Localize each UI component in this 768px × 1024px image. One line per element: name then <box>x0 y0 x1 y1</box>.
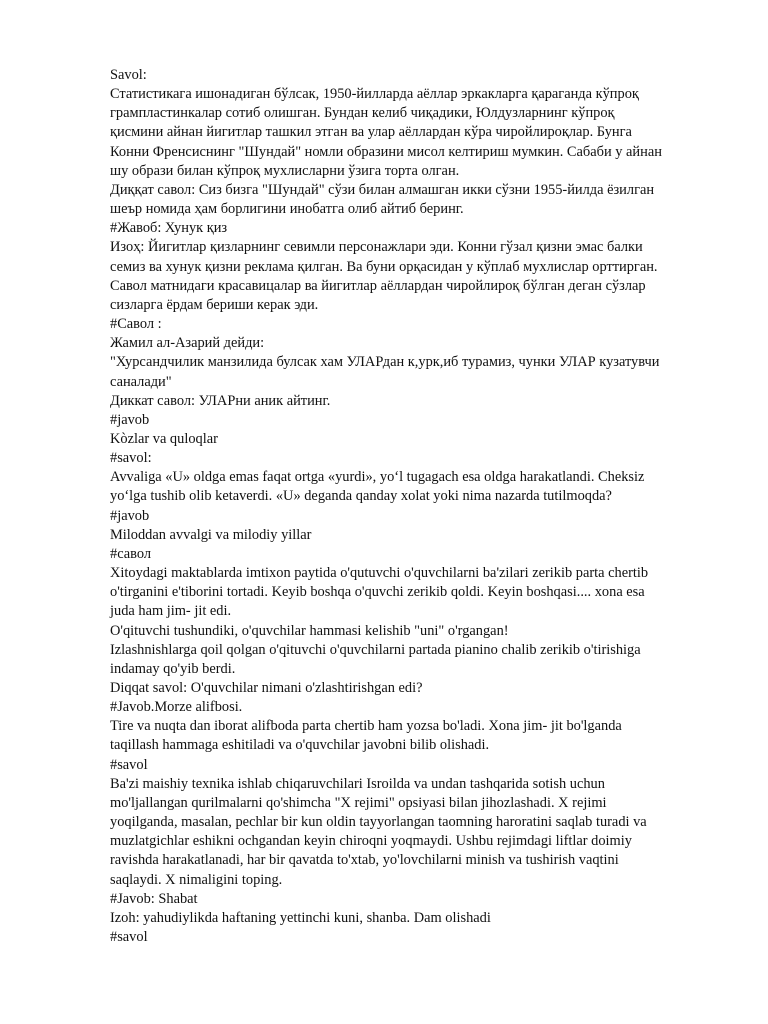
text-line: ravishda harakatlanadi, har bir qavatda to'xtab, yo'lovchilarni minish va tushirish vaqtini <box>110 852 619 869</box>
text-line: yoqilganda, masalan, pechlar bir kun oldin tayyorlangan taomning haroratini saqlab turadi va <box>110 814 647 831</box>
text-line: muzlatgichlar eshikni ochgandan keyin chiroqni yoqmaydi. Ushbu rejimdagi liftlar doimiy <box>110 833 632 850</box>
text-line: Miloddan avvalgi va milodiy yillar <box>110 526 312 543</box>
text-line: қисмини айнан йигитлар ташкил этган ва улар аёллардан кўра чиройлироқлар. Бунга <box>110 124 632 141</box>
text-line: Izlashnishlarga qoil qolgan o'qituvchi o'quvchilarni partada pianino chalib zerikib o'tirishiga <box>110 641 641 658</box>
text-line: mo'ljallangan qurilmalarni qo'shimcha "X rejimi" opsiyasi bilan jihozlashadi. X rejimi <box>110 794 607 811</box>
text-line: Izoh: yahudiylikda haftaning yettinchi kuni, shanba. Dam olishadi <box>110 909 491 926</box>
text-line: #savol: <box>110 450 152 467</box>
text-line: #Javob: Shabat <box>110 890 198 907</box>
text-line: Диққат савол: Сиз бизга "Шундай" сўзи билан алмашган икки сўзни 1955-йилда ёзилган <box>110 181 655 198</box>
text-line: #Жавоб: Хунук қиз <box>110 220 228 237</box>
text-line: Статистикага ишонадиган бўлсак, 1950-йилларда аёллар эркакларга қараганда кўпроқ <box>110 86 639 103</box>
text-line: "Хурсандчилик манзилида булсак хам УЛАРдан к,урк,иб турамиз, чунки УЛАР кузатувчи <box>110 354 660 371</box>
text-line: Изоҳ: Йигитлар қизларнинг севимли персонажлари эди. Конни гўзал қизни эмас балки <box>110 239 643 256</box>
text-line: saqlaydi. X nimaligini toping. <box>110 871 283 888</box>
text-line: сизларга ёрдам бериши керак эди. <box>110 296 319 313</box>
text-line: Avvaliga «U» oldga emas faqat ortga «yurdi», yo‘l tugagach esa oldga harakatlandi. Cheksiz <box>110 469 645 486</box>
text-line: Kòzlar va quloqlar <box>110 430 218 447</box>
text-line: саналади" <box>110 373 172 390</box>
text-line: indamay qo'yib berdi. <box>110 660 236 677</box>
text-line: Diqqat savol: O'quvchilar nimani o'zlashtirishgan edi? <box>110 680 423 696</box>
text-line: #savol <box>110 756 148 773</box>
text-line: шу образи билан кўпроқ мухлисларни ўзига торта олган. <box>110 162 460 179</box>
text-line: Tire va nuqta dan iborat alifboda parta chertib ham yozsa bo'ladi. Xona jim- jit bo'lganda <box>110 718 622 735</box>
document-page <box>110 66 710 947</box>
text-line: #Javob.Morze alifbosi. <box>110 699 243 716</box>
text-line: Xitoydagi maktablarda imtixon paytida o'qutuvchi o'quvchilarni ba'zilari zerikib parta chertib <box>110 565 649 582</box>
text-line: семиз ва хунук қизни реклама қилган. Ва буни орқасидан у кўплаб мухлислар орттирган. <box>110 258 658 275</box>
text-line: #javob <box>110 507 150 524</box>
text-line: Savol: <box>110 67 147 83</box>
text-line: Диккат савол: УЛАРни аник айтинг. <box>110 392 331 409</box>
text-line: o'tirganini e'tiborini tortadi. Keyib boshqa o'quvchi zerikib qoldi. Keyin boshqasi.... xona esa <box>110 584 645 601</box>
text-line: Савол матнидаги красавицалар ва йигитлар аёллардан чиройлироқ бўлган деган сўзлар <box>110 277 646 294</box>
text-line: грампластинкалар сотиб олишган. Бундан келиб чиқадики, Юлдузларнинг кўпроқ <box>110 105 615 122</box>
text-line: Ba'zi maishiy texnika ishlab chiqaruvchilari Isroilda va undan tashqarida sotish uchun <box>110 775 605 792</box>
text-line: yo‘lga tushib olib ketaverdi. «U» deganda qanday xolat yoki nima nazarda tutilmoqda? <box>110 488 612 505</box>
text-line: #савол <box>110 545 152 562</box>
text-line: juda ham jim- jit edi. <box>110 603 232 620</box>
text-line: taqillash hammaga eshitiladi va o'quvchilar javobni bilib olishadi. <box>110 737 490 754</box>
text-line: шеър номида ҳам борлигини инобатга олиб айтиб беринг. <box>110 201 464 218</box>
text-line: Конни Френсиснинг "Шундай" номли образини мисол келтириш мумкин. Сабаби у айнан <box>110 143 662 160</box>
text-line: #savol <box>110 929 148 946</box>
text-line: #javob <box>110 411 150 428</box>
text-line: Жамил ал-Азарий дейди: <box>110 335 265 352</box>
text-line: O'qituvchi tushundiki, o'quvchilar hammasi kelishib "uni" o'rgangan! <box>110 622 509 639</box>
text-line: #Савол : <box>110 316 162 333</box>
